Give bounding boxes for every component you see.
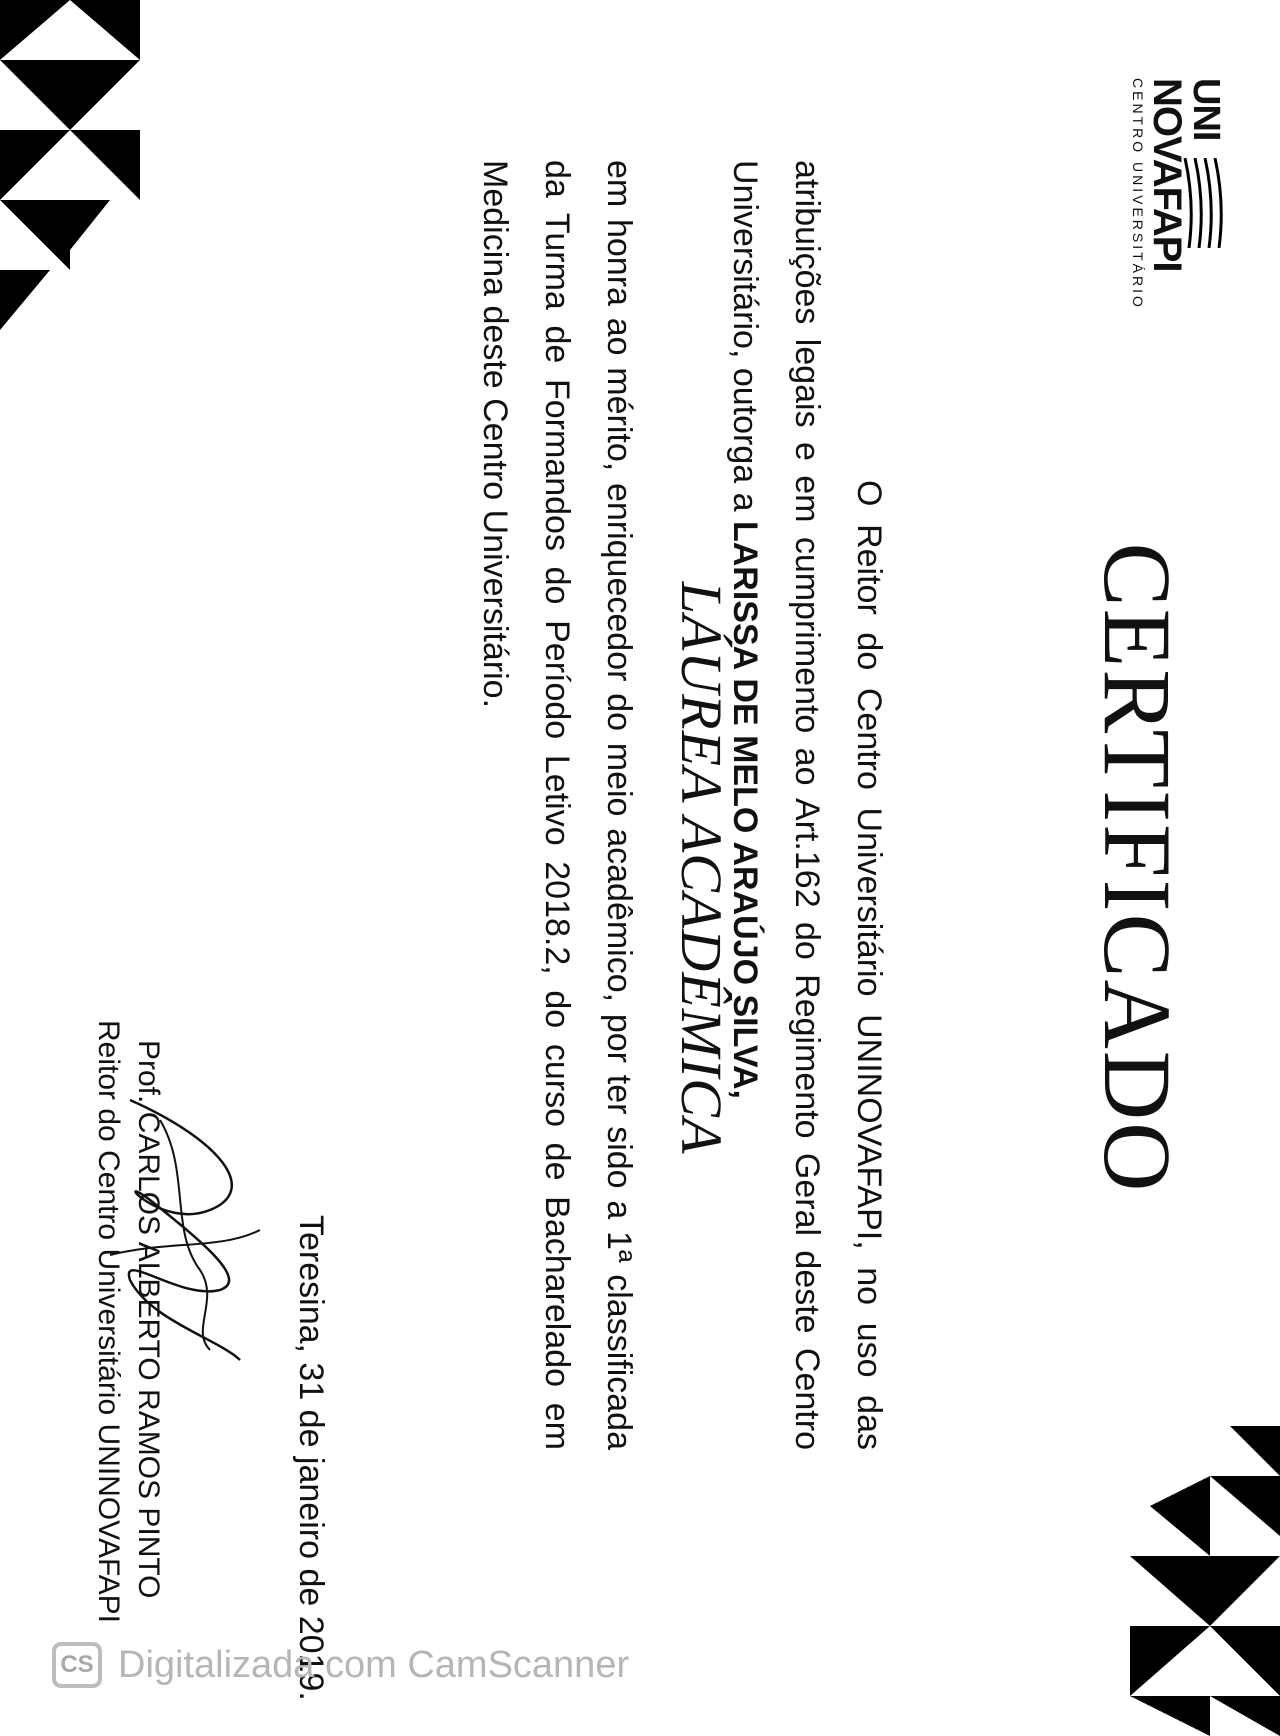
camscanner-icon: CS	[52, 1642, 102, 1688]
award-title: LÁUREA ACADÊMICA	[669, 581, 734, 1155]
issue-date: Teresina, 31 de janeiro de 2019.	[292, 1215, 330, 1701]
paragraph-merit: em honra ao mérito, enriquecedor do meio acadêmico, por ter sido a 1ª classificada da Turma de Formandos do Período Letivo 2018.2, do curso de Bacharelado em Medicina deste Centro Universitário.	[476, 160, 638, 1450]
logo-subtitle: CENTRO UNIVERSITÁRIO	[1130, 78, 1146, 310]
logo-text-novafapi: NOVAFAPI	[1145, 78, 1189, 272]
signatory-name: Prof. CARLOS ALBERTO RAMOS PINTO	[132, 1040, 165, 1599]
camscanner-watermark	[52, 1640, 629, 1690]
paragraph-grant	[714, 160, 900, 1450]
recipient-name: LARISSA DE MELO ARAÚJO SILVA,	[726, 520, 764, 1100]
logo-text-uni: UNI	[1185, 78, 1227, 141]
signatory-role: Reitor do Centro Universitário UNINOVAFAPI	[92, 1020, 125, 1623]
paragraph-grant-text: O Reitor do Centro Universitário UNINOVAFAPI, no uso das atribuições legais e em cumprimento ao Art.162 do Regimento Geral deste Centro Universitário, outorga a	[726, 160, 888, 1450]
camscanner-text: Digitalizada com CamScanner	[118, 1643, 630, 1686]
certificate-title: CERTIFICADO	[1084, 542, 1191, 1194]
